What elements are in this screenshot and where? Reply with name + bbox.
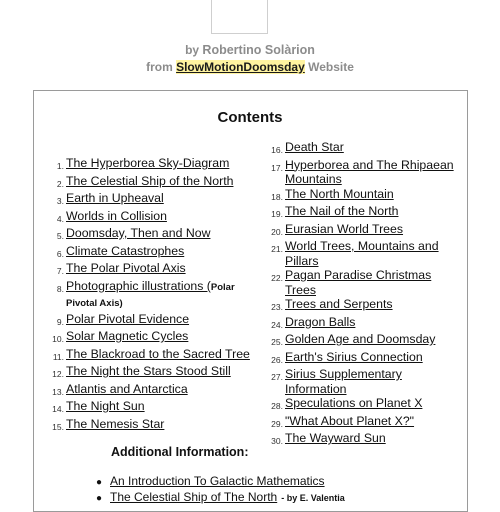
toc-item: [52, 399, 262, 417]
toc-item: [268, 367, 458, 396]
toc-item-number: 28.: [271, 401, 283, 411]
toc-link[interactable]: Atlantis and Antarctica: [66, 381, 188, 396]
toc-item: [268, 158, 458, 187]
toc-item-number: 13.: [52, 386, 64, 397]
toc-column-1: [52, 156, 262, 434]
toc-item: [52, 329, 262, 347]
toc-item: [268, 187, 458, 205]
toc-link[interactable]: The Hyperborea Sky-Diagram: [66, 156, 230, 170]
byline-from: from: [146, 60, 173, 74]
additional-info-link[interactable]: An Introduction To Galactic Mathematics: [110, 474, 325, 488]
toc-link[interactable]: Climate Catastrophes: [66, 243, 185, 258]
additional-info-title: Additional Information:: [111, 445, 249, 459]
toc-item-number: 18.: [271, 191, 283, 202]
toc-item: [268, 431, 458, 449]
toc-item: [52, 347, 262, 365]
toc-link[interactable]: Solar Magnetic Cycles: [66, 329, 189, 343]
toc-link[interactable]: Eurasian World Trees: [285, 221, 404, 236]
toc-item: [52, 156, 262, 174]
toc-item: [52, 364, 262, 382]
toc-item: [268, 414, 458, 432]
toc-item-number: 12.: [52, 369, 64, 379]
toc-item: [268, 222, 458, 240]
toc-item-number: 4.: [56, 213, 64, 224]
bullet-icon: ●: [96, 477, 103, 488]
toc-item-number: 10.: [52, 334, 64, 344]
toc-item-number: 7.: [56, 266, 64, 276]
toc-item-number: 25.: [271, 337, 283, 347]
toc-item: [52, 312, 262, 330]
toc-link[interactable]: Death Star: [285, 140, 344, 154]
toc-link-note: Polar Pivotal Axis): [66, 281, 235, 309]
toc-item: [268, 268, 458, 297]
toc-link[interactable]: The North Mountain: [285, 186, 394, 201]
byline-suffix: Website: [308, 60, 354, 74]
contents-title: Contents: [217, 109, 283, 126]
toc-item-number: 1.: [56, 161, 64, 171]
toc-link[interactable]: Sirius Supplementary Information: [285, 367, 402, 396]
toc-item-number: 8.: [56, 283, 64, 294]
toc-link[interactable]: Golden Age and Doomsday: [285, 332, 436, 346]
header-image-frame: [211, 0, 268, 34]
toc-item: [268, 297, 458, 315]
toc-link[interactable]: The Celestial Ship of the North: [66, 173, 234, 188]
toc-link[interactable]: Pagan Paradise Christmas Trees: [285, 268, 432, 297]
toc-item: [268, 140, 458, 158]
toc-link[interactable]: Worlds in Collision: [66, 208, 167, 223]
bullet-icon: ●: [96, 493, 103, 504]
toc-link[interactable]: The Polar Pivotal Axis: [66, 261, 186, 275]
toc-link[interactable]: The Night Sun: [66, 399, 145, 413]
toc-link[interactable]: Earth's Sirius Connection: [285, 349, 423, 364]
toc-link[interactable]: The Night the Stars Stood Still: [66, 364, 231, 378]
toc-item-number: 29.: [271, 418, 283, 429]
toc-link[interactable]: The Nail of the North: [285, 204, 399, 218]
toc-link[interactable]: Speculations on Planet X: [285, 396, 423, 410]
toc-item: [52, 209, 262, 227]
toc-link[interactable]: World Trees, Mountains and Pillars: [285, 239, 439, 268]
toc-item-number: 20.: [271, 226, 283, 237]
toc-link[interactable]: The Blackroad to the Sacred Tree: [66, 346, 250, 361]
toc-item: [52, 226, 262, 244]
toc-item-number: 6.: [56, 248, 64, 259]
toc-item-number: 17.: [271, 162, 283, 173]
toc-item-number: 21.: [271, 244, 283, 254]
toc-item-number: 19.: [271, 209, 283, 219]
toc-link[interactable]: Earth in Upheaval: [66, 191, 164, 205]
toc-item: [268, 332, 458, 350]
additional-info-link[interactable]: The Celestial Ship of The North: [110, 490, 278, 504]
toc-item: [52, 382, 262, 400]
toc-item: [268, 315, 458, 333]
toc-item-number: 14.: [52, 404, 64, 414]
toc-column-2: [268, 140, 458, 449]
toc-link[interactable]: Dragon Balls: [285, 314, 356, 329]
additional-info-author: - by E. Valentia: [281, 493, 345, 503]
toc-item: [52, 279, 262, 312]
toc-item-number: 5.: [56, 231, 64, 241]
source-byline: [0, 60, 500, 74]
toc-item: [52, 191, 262, 209]
toc-link[interactable]: Photographic illustrations (: [66, 278, 211, 293]
toc-item: [52, 261, 262, 279]
toc-item-number: 2.: [56, 178, 64, 189]
toc-item-number: 15.: [52, 421, 64, 432]
toc-item-number: 16.: [271, 145, 283, 155]
author-byline: [0, 43, 500, 57]
toc-link[interactable]: Polar Pivotal Evidence: [66, 311, 190, 326]
author-name: Robertino Solàrion: [202, 43, 315, 57]
toc-item: [268, 350, 458, 368]
toc-item: [268, 204, 458, 222]
toc-item-number: 30.: [271, 436, 283, 446]
toc-item-number: 3.: [56, 196, 64, 206]
source-site-link[interactable]: SlowMotionDoomsday: [176, 60, 305, 74]
toc-item-number: 27.: [271, 372, 283, 382]
toc-link[interactable]: Doomsday, Then and Now: [66, 226, 211, 240]
toc-item-number: 23.: [271, 302, 283, 312]
additional-info-list: [96, 474, 345, 506]
toc-link[interactable]: Hyperborea and The Rhipaean Mountains: [285, 157, 454, 186]
toc-item: [52, 244, 262, 262]
toc-item-number: 26.: [271, 354, 283, 365]
toc-link[interactable]: Trees and Serpents: [285, 297, 393, 311]
toc-item: [268, 239, 458, 268]
toc-link[interactable]: The Nemesis Star: [66, 416, 165, 431]
toc-link[interactable]: "What About Planet X?": [285, 413, 415, 428]
list-item: [96, 490, 345, 506]
toc-item-number: 9.: [56, 316, 64, 327]
list-item: [96, 474, 345, 490]
toc-item: [268, 396, 458, 414]
toc-item-number: 11.: [52, 351, 64, 362]
toc-item: [52, 417, 262, 435]
byline-prefix: by: [185, 43, 200, 57]
toc-item: [52, 174, 262, 192]
toc-link[interactable]: The Wayward Sun: [285, 431, 386, 445]
toc-item-number: 22.: [271, 273, 283, 283]
toc-item-number: 24.: [271, 319, 283, 330]
